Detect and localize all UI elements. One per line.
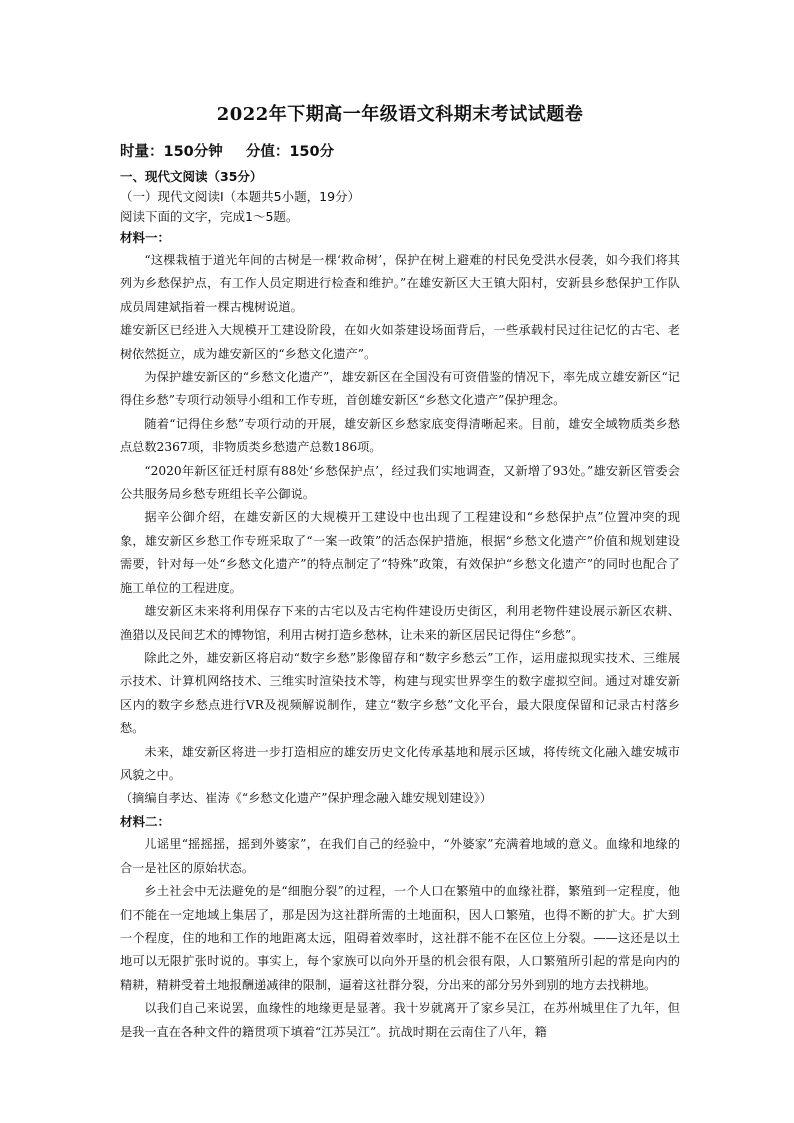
material-one-paragraph: “2020年新区征迁村原有88处‘乡愁保护点’，经过我们实地调查，又新增了93处。”雄安新区管委会公共服务局乡愁专班组长辛公御说。 [120, 463, 680, 502]
material-one-paragraph: “这棵栽植于道光年间的古树是一棵‘救命树’，保护在树上避难的村民免受洪水侵袭，如今我们将其列为乡愁保护点，有工作人员定期进行检查和维护。”在雄安新区大王镇大阳村，安新县乡愁保护工作队成员周建斌指着一棵古槐树说道。 [120, 253, 680, 314]
material-two-heading: 材料二： [120, 814, 171, 830]
material-two-paragraph: 以我们自己来说罢，血缘性的地缘更是显著。我十岁就离开了家乡吴江，在苏州城里住了九年，但是我一直在各种文件的籍贯项下填着“江苏吴江”。抗战时期在云南住了八年，籍 [120, 1001, 680, 1039]
material-one-heading: 材料一： [120, 230, 171, 245]
material-one-source: （摘编自孝达、崔涛《“乡愁文化遗产”保护理念融入雄安规划建设》） [120, 791, 492, 806]
page-title: 2022年下期高一年级语文科期末考试试题卷 [216, 104, 584, 125]
material-one-paragraph: 随着“记得住乡愁”专项行动的开展，雄安新区乡愁家底变得清晰起来。目前，雄安全域物质类乡愁点总数2367项，非物质类乡愁遗产总数186项。 [120, 416, 680, 455]
material-two-paragraph: 乡土社会中无法避免的是“细胞分裂”的过程，一个人口在繁殖中的血缘社群，繁殖到一定程度，他们不能在一定地域上集居了，那是因为这社群所需的土地面积，因人口繁殖，也得不断的扩大。扩大到一个程度，住的地和工作的地距离太远，阻碍着效率时，这社群不能不在区位上分裂。——这还是以土地可以无限扩张时说的。事实上，每个家族可以向外开垦的机会很有限，人口繁殖所引起的常是向内的精耕，精耕受着土地报酬递减律的限制，逼着这社群分裂，分出来的部分另外到别的地方去找耕地。 [120, 884, 680, 992]
exam-score: 分值：150分 [245, 144, 335, 160]
material-one-paragraph: 雄安新区已经进入大规模开工建设阶段，在如火如荼建设场面背后，一些承载村民过往记忆的古宅、老树依然挺立，成为雄安新区的“乡愁文化遗产”。 [120, 323, 680, 361]
subsection-heading: （一）现代文阅读Ⅰ（本题共5小题，19分） [120, 189, 361, 204]
instruction-text: 阅读下面的文字，完成1～5题。 [120, 209, 299, 224]
material-two-paragraph: 儿谣里“摇摇摇，摇到外婆家”，在我们自己的经验中，“外婆家”充满着地域的意义。血缘和地缘的合一是社区的原始状态。 [120, 837, 680, 875]
material-one-paragraph: 未来，雄安新区将进一步打造相应的雄安历史文化传承基地和展示区域，将传统文化融入雄安城市风貌之中。 [120, 744, 680, 782]
material-one-paragraph: 为保护雄安新区的“乡愁文化遗产”，雄安新区在全国没有可资借鉴的情况下，率先成立雄安新区“记得住乡愁”专项行动领导小组和工作专班，首创雄安新区“乡愁文化遗产”保护理念。 [120, 370, 680, 408]
material-one-paragraph: 除此之外，雄安新区将启动“数字乡愁”影像留存和“数字乡愁云”工作，运用虚拟现实技术、三维展示技术、计算机网络技术、三维实时渲染技术等，构建与现实世界孪生的数字虚拟空间。通过对雄安新区内的数字乡愁点进行VR及视频解说制作，建立“数字乡愁”文化平台，最大限度保留和记录古村落乡愁。 [120, 650, 680, 736]
exam-time: 时量：150分钟 [120, 144, 223, 160]
section-heading: 一、现代文阅读（35分） [120, 169, 263, 184]
exam-page [120, 100, 680, 1044]
material-one-paragraph: 据辛公御介绍，在雄安新区的大规模开工建设中也出现了工程建设和“乡愁保护点”位置冲突的现象，雄安新区乡愁工作专班采取了“一案一政策”的活态保护措施，根据“乡愁文化遗产”价值和规划建设需要，针对每一处“乡愁文化遗产”的特点制定了“特殊”政策，有效保护“乡愁文化遗产”的同时也配合了施工单位的工程进度。 [120, 510, 680, 595]
exam-meta [120, 140, 680, 161]
material-one-paragraph: 雄安新区未来将利用保存下来的古宅以及古宅构件建设历史街区，利用老物件建设展示新区农耕、渔猎以及民间艺术的博物馆，利用古树打造乡愁林，让未来的新区居民记得住“乡愁”。 [120, 604, 680, 642]
